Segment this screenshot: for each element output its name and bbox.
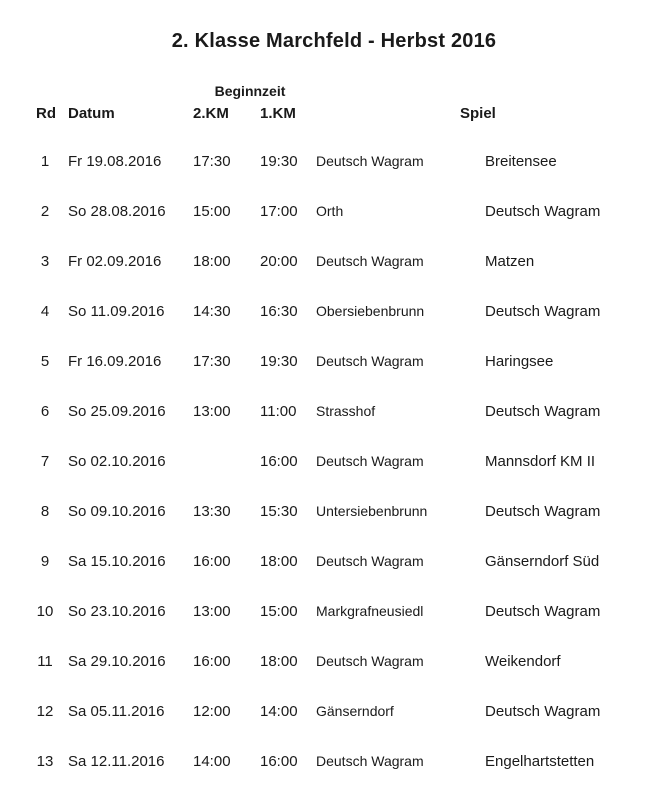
home-team: Orth: [316, 203, 344, 219]
away-team: Matzen: [485, 253, 535, 270]
match-date: So 11.09.2016: [68, 303, 165, 320]
round-number: 6: [40, 403, 50, 420]
column-header-1km: 1.KM: [260, 105, 296, 122]
home-team: Deutsch Wagram: [316, 153, 424, 169]
table-row: [0, 291, 668, 341]
round-number: 10: [36, 603, 54, 620]
kickoff-1km: 19:30: [260, 153, 298, 170]
round-number: 1: [40, 153, 50, 170]
table-row: [0, 641, 668, 691]
kickoff-2km: 18:00: [193, 253, 231, 270]
schedule-table: [0, 141, 668, 791]
round-number: 9: [40, 553, 50, 570]
table-row: [0, 391, 668, 441]
table-row: [0, 141, 668, 191]
table-row: [0, 491, 668, 541]
round-number: 3: [40, 253, 50, 270]
away-team: Gänserndorf Süd: [485, 553, 600, 570]
column-header-datum: Datum: [68, 105, 115, 122]
table-row: [0, 741, 668, 791]
match-date: So 09.10.2016: [68, 503, 166, 520]
round-number: 8: [40, 503, 50, 520]
away-team: Deutsch Wagram: [485, 303, 601, 320]
column-header-2km: 2.KM: [193, 105, 229, 122]
kickoff-2km: 15:00: [193, 203, 231, 220]
kickoff-2km: 17:30: [193, 153, 231, 170]
match-date: Sa 05.11.2016: [68, 703, 165, 720]
match-date: Fr 16.09.2016: [68, 353, 162, 370]
home-team: Deutsch Wagram: [316, 253, 424, 269]
page-title: 2. Klasse Marchfeld - Herbst 2016: [171, 30, 497, 52]
table-row: [0, 241, 668, 291]
round-number: 7: [40, 453, 50, 470]
kickoff-1km: 15:30: [260, 503, 298, 520]
away-team: Haringsee: [485, 353, 554, 370]
home-team: Deutsch Wagram: [316, 353, 424, 369]
kickoff-2km: 16:00: [193, 553, 231, 570]
column-header-spiel: Spiel: [460, 105, 496, 122]
kickoff-1km: 16:00: [260, 753, 298, 770]
round-number: 5: [40, 353, 50, 370]
kickoff-1km: 11:00: [260, 403, 297, 420]
kickoff-1km: 14:00: [260, 703, 298, 720]
round-number: 2: [40, 203, 50, 220]
home-team: Strasshof: [316, 403, 376, 419]
home-team: Deutsch Wagram: [316, 453, 424, 469]
kickoff-2km: 13:00: [193, 403, 231, 420]
away-team: Breitensee: [485, 153, 557, 170]
kickoff-1km: 15:00: [260, 603, 298, 620]
beginnzeit-header: Beginnzeit: [214, 83, 286, 99]
kickoff-1km: 18:00: [260, 553, 298, 570]
table-row: [0, 191, 668, 241]
away-team: Deutsch Wagram: [485, 403, 601, 420]
match-date: Sa 15.10.2016: [68, 553, 166, 570]
match-date: So 25.09.2016: [68, 403, 166, 420]
match-date: Fr 19.08.2016: [68, 153, 162, 170]
table-row: [0, 441, 668, 491]
match-date: Fr 02.09.2016: [68, 253, 162, 270]
home-team: Deutsch Wagram: [316, 653, 424, 669]
home-team: Gänserndorf: [316, 703, 394, 719]
away-team: Deutsch Wagram: [485, 203, 601, 220]
kickoff-2km: 12:00: [193, 703, 231, 720]
away-team: Engelhartstetten: [485, 753, 595, 770]
table-row: [0, 591, 668, 641]
kickoff-1km: 17:00: [260, 203, 298, 220]
match-date: So 28.08.2016: [68, 203, 166, 220]
kickoff-1km: 16:00: [260, 453, 298, 470]
home-team: Deutsch Wagram: [316, 553, 424, 569]
round-number: 13: [36, 753, 54, 770]
kickoff-2km: 13:30: [193, 503, 231, 520]
home-team: Untersiebenbrunn: [316, 503, 428, 519]
kickoff-2km: 17:30: [193, 353, 231, 370]
match-date: Sa 12.11.2016: [68, 753, 165, 770]
table-row: [0, 341, 668, 391]
round-number: 11: [37, 653, 53, 670]
away-team: Deutsch Wagram: [485, 503, 601, 520]
match-date: So 23.10.2016: [68, 603, 166, 620]
column-header-rd: Rd: [36, 105, 56, 122]
kickoff-1km: 16:30: [260, 303, 298, 320]
kickoff-2km: 14:00: [193, 753, 231, 770]
home-team: Markgrafneusiedl: [316, 603, 424, 619]
match-date: Sa 29.10.2016: [68, 653, 166, 670]
home-team: Obersiebenbrunn: [316, 303, 425, 319]
table-row: [0, 541, 668, 591]
round-number: 12: [36, 703, 54, 720]
away-team: Mannsdorf KM II: [485, 453, 596, 470]
match-date: So 02.10.2016: [68, 453, 166, 470]
kickoff-1km: 20:00: [260, 253, 298, 270]
home-team: Deutsch Wagram: [316, 753, 424, 769]
kickoff-2km: 14:30: [193, 303, 231, 320]
round-number: 4: [40, 303, 50, 320]
kickoff-1km: 19:30: [260, 353, 298, 370]
away-team: Deutsch Wagram: [485, 703, 601, 720]
kickoff-2km: 13:00: [193, 603, 231, 620]
kickoff-1km: 18:00: [260, 653, 298, 670]
away-team: Deutsch Wagram: [485, 603, 601, 620]
table-row: [0, 691, 668, 741]
away-team: Weikendorf: [485, 653, 561, 670]
kickoff-2km: 16:00: [193, 653, 231, 670]
